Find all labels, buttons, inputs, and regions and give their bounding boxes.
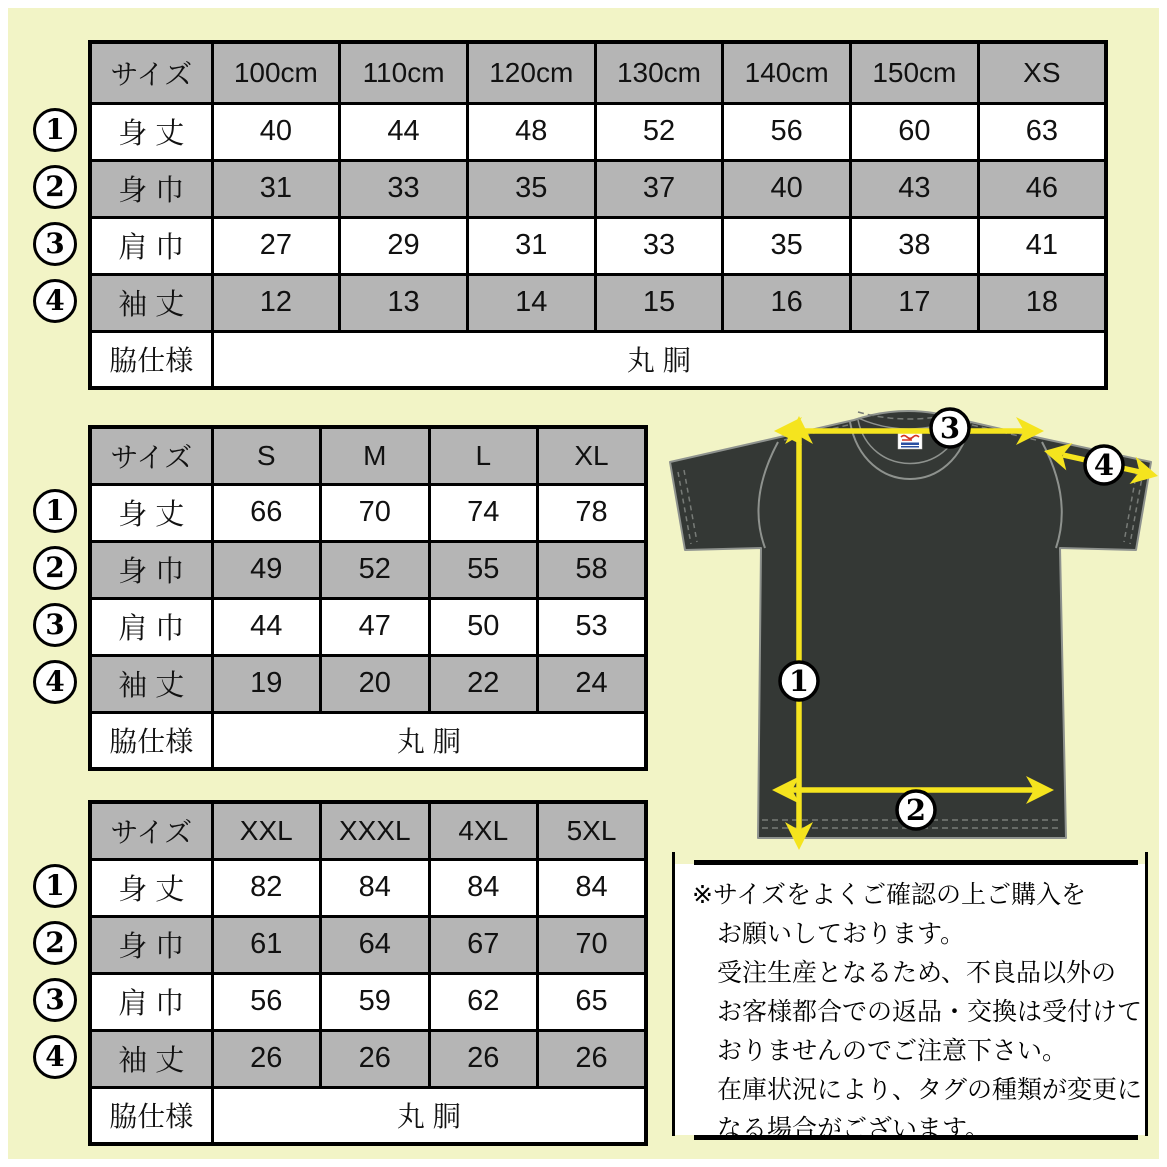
measure-value: 56 [723,103,851,160]
purchase-note-box [672,850,1148,1144]
measure-value: 52 [595,103,723,160]
size-header-cell: XXXL [321,802,430,859]
measure-value: 46 [978,160,1106,217]
row-badge-4: 4 [33,279,77,323]
measure-value: 50 [429,598,538,655]
measure-label: 肩 巾 [90,598,212,655]
measure-value: 60 [851,103,979,160]
measure-row [90,973,646,1030]
row-badge-4: 4 [33,660,77,704]
size-header-label: サイズ [90,802,212,859]
measure-value: 33 [595,217,723,274]
measure-row [90,541,646,598]
size-header-cell: 5XL [538,802,647,859]
measure-value: 13 [340,274,468,331]
measure-value: 84 [538,859,647,916]
measure-row [90,103,1106,160]
brand-tag-icon [898,432,922,449]
measure-value: 37 [595,160,723,217]
measure-value: 64 [321,916,430,973]
row-badge-2: 2 [33,546,77,590]
measure-label: 袖 丈 [90,655,212,712]
size-header-row [90,427,646,484]
measure-value: 20 [321,655,430,712]
spec-row [90,1087,646,1144]
measure-value: 58 [538,541,647,598]
size-header-cell: XL [538,427,647,484]
measure-label: 身 巾 [90,541,212,598]
measure-row [90,598,646,655]
tshirt-diagram [658,398,1163,870]
spec-value: 丸 胴 [212,1087,646,1144]
measure-value: 31 [212,160,340,217]
measure-value: 61 [212,916,321,973]
spec-value: 丸 胴 [212,331,1106,388]
measure-value: 29 [340,217,468,274]
size-table-kids [88,40,1108,390]
measure-value: 22 [429,655,538,712]
diagram-badge-1-number: 1 [788,664,810,698]
note-line: なる場合がございます。 [692,1115,991,1143]
measure-value: 62 [429,973,538,1030]
size-table-big [88,800,648,1146]
row-badge-1: 1 [33,108,77,152]
measure-value: 65 [538,973,647,1030]
measure-value: 44 [212,598,321,655]
measure-value: 14 [467,274,595,331]
spec-value: 丸 胴 [212,712,646,769]
measure-value: 40 [723,160,851,217]
diagram-badge-2 [897,791,935,829]
measure-label: 身 丈 [90,859,212,916]
size-header-cell: L [429,427,538,484]
spec-label: 脇仕様 [90,712,212,769]
measure-value: 43 [851,160,979,217]
measure-value: 55 [429,541,538,598]
measure-value: 74 [429,484,538,541]
measure-row [90,859,646,916]
measure-value: 33 [340,160,468,217]
size-header-cell: XS [978,42,1106,103]
measure-value: 56 [212,973,321,1030]
size-header-row [90,42,1106,103]
size-header-label: サイズ [90,427,212,484]
diagram-badge-2-number: 2 [905,793,927,827]
spec-label: 脇仕様 [90,1087,212,1144]
row-badge-3: 3 [33,978,77,1022]
measure-value: 66 [212,484,321,541]
measure-row [90,217,1106,274]
row-badge-4: 4 [33,1035,77,1079]
measure-value: 17 [851,274,979,331]
measure-value: 35 [467,160,595,217]
measure-value: 31 [467,217,595,274]
measure-label: 身 巾 [90,916,212,973]
measure-row [90,1030,646,1087]
size-header-cell: 150cm [851,42,979,103]
size-header-cell: 130cm [595,42,723,103]
measure-value: 26 [429,1030,538,1087]
measure-row [90,160,1106,217]
measure-value: 27 [212,217,340,274]
note-line: ※サイズをよくご確認の上ご購入を [692,881,1086,909]
measure-value: 67 [429,916,538,973]
measure-label: 身 丈 [90,103,212,160]
measure-value: 84 [429,859,538,916]
measure-value: 18 [978,274,1106,331]
diagram-badge-4-number: 4 [1093,448,1115,482]
size-header-cell: M [321,427,430,484]
measure-value: 53 [538,598,647,655]
diagram-badge-4 [1085,446,1123,484]
measure-label: 身 巾 [90,160,212,217]
row-badge-2: 2 [33,921,77,965]
measure-value: 41 [978,217,1106,274]
measure-value: 40 [212,103,340,160]
measure-value: 24 [538,655,647,712]
row-badge-3: 3 [33,222,77,266]
size-header-cell: 100cm [212,42,340,103]
spec-row [90,712,646,769]
measure-value: 70 [321,484,430,541]
measure-value: 26 [538,1030,647,1087]
measure-row [90,484,646,541]
size-header-row [90,802,646,859]
measure-value: 35 [723,217,851,274]
size-header-cell: 4XL [429,802,538,859]
tshirt-svg [658,398,1163,870]
size-header-cell: S [212,427,321,484]
measure-label: 肩 巾 [90,217,212,274]
diagram-badge-3 [931,409,969,447]
size-table-adult [88,425,648,771]
row-badge-1: 1 [33,864,77,908]
diagram-badge-1 [780,662,818,700]
measure-value: 59 [321,973,430,1030]
note-line: お客様都合での返品・交換は受付けて [692,998,1143,1026]
measure-label: 袖 丈 [90,1030,212,1087]
measure-value: 63 [978,103,1106,160]
measure-value: 70 [538,916,647,973]
note-line: お願いしております。 [692,920,966,948]
row-badge-3: 3 [33,603,77,647]
measure-value: 12 [212,274,340,331]
spec-label: 脇仕様 [90,331,212,388]
measure-value: 47 [321,598,430,655]
measure-value: 15 [595,274,723,331]
spec-row [90,331,1106,388]
note-border-right [1145,852,1148,1136]
measure-value: 52 [321,541,430,598]
note-line: おりませんのでご注意下さい。 [692,1037,1068,1065]
size-header-cell: 120cm [467,42,595,103]
measure-row [90,655,646,712]
note-border-top [694,860,1138,865]
row-badge-2: 2 [33,165,77,209]
measure-value: 38 [851,217,979,274]
measure-value: 49 [212,541,321,598]
measure-value: 82 [212,859,321,916]
row-badge-1: 1 [33,489,77,533]
size-header-cell: XXL [212,802,321,859]
measure-value: 19 [212,655,321,712]
measure-label: 肩 巾 [90,973,212,1030]
diagram-badge-3-number: 3 [939,411,961,445]
measure-row [90,274,1106,331]
size-header-label: サイズ [90,42,212,103]
measure-value: 16 [723,274,851,331]
shirt-silhouette [670,411,1151,838]
note-line: 在庫状況により、タグの種類が変更に [692,1076,1143,1104]
measure-value: 26 [212,1030,321,1087]
note-border-left [672,852,675,1136]
size-header-cell: 110cm [340,42,468,103]
measure-label: 身 丈 [90,484,212,541]
note-line: 受注生産となるため、不良品以外の [692,959,1117,987]
measure-label: 袖 丈 [90,274,212,331]
measure-value: 26 [321,1030,430,1087]
measure-value: 48 [467,103,595,160]
measure-value: 44 [340,103,468,160]
measure-row [90,916,646,973]
size-header-cell: 140cm [723,42,851,103]
measure-value: 78 [538,484,647,541]
measure-value: 84 [321,859,430,916]
note-text [692,876,1142,1149]
